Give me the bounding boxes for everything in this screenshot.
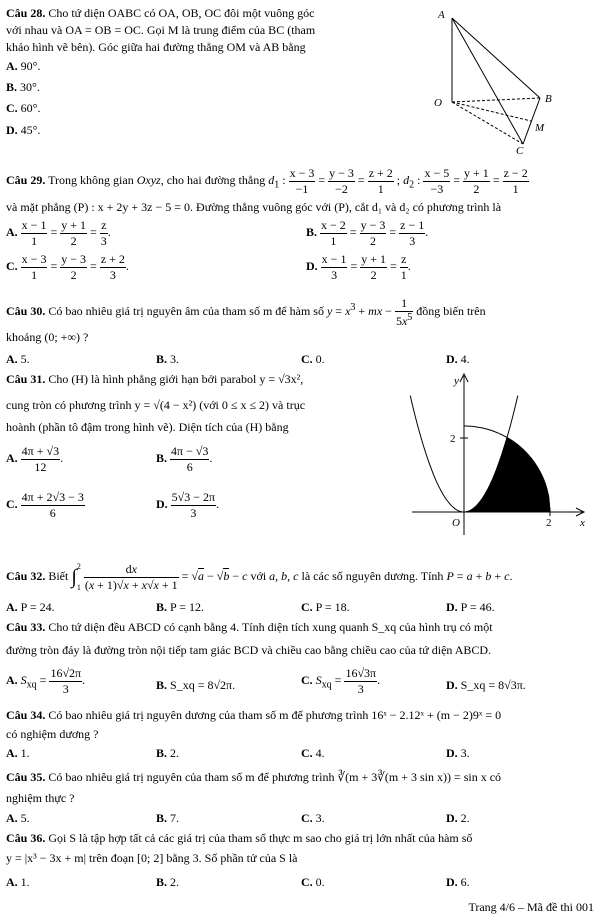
q31-option-d: D. $\frac{5√3 - 2\pi}{3}$ .: [156, 490, 220, 520]
q30-option-a: A. 5.: [6, 352, 30, 366]
q29-option-d: D. $\frac{x - 1}{3}$ = $\frac{y + 1}{2}$ = $\frac{z}{1}$ .: [306, 252, 411, 282]
q28-label: Câu 28.: [6, 6, 46, 20]
q28-option-d: D. 45°.: [6, 123, 41, 137]
q29-option-a: A. $\frac{x - 1}{1}$ = $\frac{y + 1}{2}$ = $\frac{z}{3}$ .: [6, 218, 111, 248]
q29-line1: Câu 29. Trong không gian Oxyz, cho hai đường thẳng $d_1$ : $\frac{x - 3}{-1}$ = $\frac{y - 3}{-2}$ = $\frac{z + 2}{1}$ ; $d_2$ : $\frac{x - 5}{-3}$ = $\frac{y + 1}{2}$ = $\frac{z - 2}{1}$: [6, 166, 528, 196]
q30-option-b: B. 3.: [156, 352, 180, 366]
axis-x-label: x: [580, 517, 585, 529]
label-c: C: [516, 145, 524, 154]
label-m: M: [535, 122, 545, 134]
q34-option-d: D. 3.: [446, 746, 470, 760]
q36-option-c: C. 0.: [301, 875, 325, 889]
q35-option-d: D. 2.: [446, 811, 470, 825]
q28-option-c: C. 60°.: [6, 101, 41, 115]
q33-line1: Câu 33. Cho tứ diện đều ABCD có cạnh bằng 4. Tính diện tích xung quanh S_xq của hình trụ có một: [6, 620, 493, 634]
q29-option-b: B. $\frac{x - 2}{1}$ = $\frac{y - 3}{2}$ = $\frac{z - 1}{3}$ .: [306, 218, 429, 248]
q34-option-a: A. 1.: [6, 746, 30, 760]
tick-y-2: 2: [450, 433, 456, 445]
q31-option-a: A. $\frac{4\pi + √3}{12}$ .: [6, 444, 64, 474]
q32-option-c: C. P = 18.: [301, 600, 350, 614]
q32-option-a: A. P = 24.: [6, 600, 55, 614]
q33-option-a: A. $S_{xq}$ = $\frac{16√2\pi}{3}$ .: [6, 666, 86, 696]
q32-option-d: D. P = 46.: [446, 600, 495, 614]
q28-line2: với nhau và OA = OB = OC. Gọi M là trung điểm của BC (tham: [6, 23, 316, 37]
q34-line1: Câu 34. Có bao nhiêu giá trị nguyên dương của tham số m để phương trình 16ˣ − 2.12ˣ + (m − 2)9ˣ = 0: [6, 708, 502, 722]
q33-option-d: D. S_xq = 8√3π.: [446, 678, 526, 692]
q32-option-b: B. P = 12.: [156, 600, 205, 614]
q36-line1: Câu 36. Gọi S là tập hợp tất cả các giá trị của tham số thực m sao cho giá trị lớn nhất của hàm số: [6, 831, 473, 845]
q36-option-b: B. 2.: [156, 875, 180, 889]
q28-option-b: B. 30°.: [6, 80, 40, 94]
q34-line2: có nghiệm dương ?: [6, 727, 99, 741]
page-footer: Trang 4/6 – Mã đề thi 001: [468, 900, 594, 914]
q35-option-c: C. 3.: [301, 811, 325, 825]
q29-option-c: C. $\frac{x - 3}{1}$ = $\frac{y - 3}{2}$ = $\frac{z + 2}{3}$ .: [6, 252, 129, 282]
q35-line2: nghiệm thực ?: [6, 791, 75, 805]
q31-area-graph: [408, 370, 598, 540]
origin-label: O: [452, 517, 460, 529]
q36-line2: y = |x³ − 3x + m| trên đoạn [0; 2] bằng 3. Số phần tử của S là: [6, 851, 298, 865]
q28-option-a: A. 90°.: [6, 59, 41, 73]
q32-line: Câu 32. Biết ∫$^2$1 $\frac{dx}{(x + 1)√x + x√x + 1}$ = √a − √b − c với a, b, c là các số nguyên dương. Tính P = a + b + c.: [6, 562, 513, 592]
q36-option-d: D. 6.: [446, 875, 470, 889]
q35-option-b: B. 7.: [156, 811, 180, 825]
q28-line1: Câu 28. Cho tứ diện OABC có OA, OB, OC đôi một vuông góc: [6, 6, 315, 20]
q36-option-a: A. 1.: [6, 875, 30, 889]
label-a: A: [438, 9, 445, 21]
q31-line1: Câu 31. Cho (H) là hình phẳng giới hạn bởi parabol y = √3x²,: [6, 372, 304, 386]
q34-option-b: B. 2.: [156, 746, 180, 760]
shaded-region-h: [464, 438, 550, 513]
q30-line2: khoảng (0; +∞) ?: [6, 330, 89, 344]
q29-line2: và mặt phẳng (P) : x + 2y + 3z − 5 = 0. Đường thẳng vuông góc với (P), cắt d₁ và d₂ có phương trình là: [6, 200, 502, 214]
q31-option-b: B. $\frac{4\pi - √3}{6}$ .: [156, 444, 213, 474]
q30-option-d: D. 4.: [446, 352, 470, 366]
q33-option-b: B. S_xq = 8√2π.: [156, 678, 236, 692]
q35-option-a: A. 5.: [6, 811, 30, 825]
q31-option-c: C. $\frac{4\pi + 2√3 - 3}{6}$: [6, 490, 84, 520]
q34-option-c: C. 4.: [301, 746, 325, 760]
q31-line3: hoành (phần tô đậm trong hình vẽ). Diện tích của (H) bằng: [6, 420, 289, 434]
tick-x-2: 2: [546, 517, 552, 529]
label-b: B: [545, 93, 552, 105]
q31-line2: cung tròn có phương trình y = √(4 − x²) (với 0 ≤ x ≤ 2) và trục: [6, 398, 306, 412]
axis-y-label: y: [454, 375, 459, 387]
q35-line1: Câu 35. Có bao nhiêu giá trị nguyên của tham số m để phương trình ∛(m + 3∛(m + 3 sin x)) = sin x có: [6, 770, 502, 784]
q33-option-c: C. $S_{xq}$ = $\frac{16√3\pi}{3}$ .: [301, 666, 381, 696]
q28-tetrahedron-figure: [420, 4, 590, 154]
q28-line3: khảo hình vẽ bên). Góc giữa hai đường thẳng OM và AB bằng: [6, 40, 306, 54]
q30-line1: Câu 30. Có bao nhiêu giá trị nguyên âm của tham số m để hàm số $y = x^3$ + mx − $\frac{1}{5x^5}$ đồng biến trên: [6, 296, 486, 328]
q33-line2: đường tròn đáy là đường tròn nội tiếp tam giác BCD và chiều cao bằng chiều cao của tứ diện ABCD.: [6, 643, 492, 657]
q30-option-c: C. 0.: [301, 352, 325, 366]
label-o: O: [434, 97, 442, 109]
